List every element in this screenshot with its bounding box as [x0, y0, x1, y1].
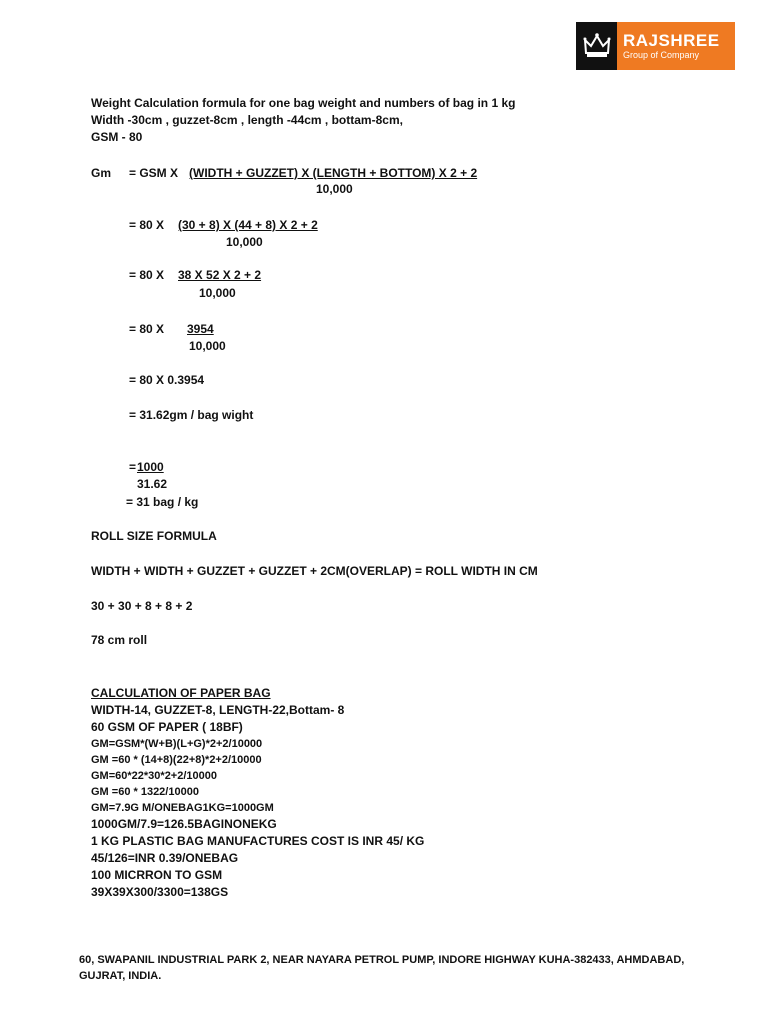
bags-denominator: 31.62: [137, 477, 168, 491]
company-logo: [576, 22, 735, 70]
formula-step4-prefix: = 80 X: [129, 322, 165, 336]
formula-step5: = 80 X 0.3954: [129, 373, 205, 387]
formula-step1-denominator: 10,000: [316, 182, 353, 196]
crown-icon: [576, 22, 617, 70]
paper-summary-line: 39X39X300/3300=138GS: [91, 885, 229, 899]
formula-step4-denominator: 10,000: [189, 339, 226, 353]
paper-summary-line: 100 MICRRON TO GSM: [91, 868, 223, 882]
bags-equals: =: [129, 460, 137, 474]
paper-summary-line: 1 KG PLASTIC BAG MANUFACTURES COST IS INR 45/ KG: [91, 834, 425, 848]
formula-step1-numerator: (WIDTH + GUZZET) X (LENGTH + BOTTOM) X 2 + 2: [189, 166, 478, 180]
paper-summary-line: 45/126=INR 0.39/ONEBAG: [91, 851, 239, 865]
formula-step1-prefix: = GSM X: [129, 166, 179, 180]
intro-title: Weight Calculation formula for one bag weight and numbers of bag in 1 kg: [91, 96, 516, 110]
formula-step4-numerator: 3954: [187, 322, 214, 336]
paper-calc-line: GM =60 * 1322/10000: [91, 786, 199, 798]
company-name: RAJSHREE: [623, 31, 720, 50]
footer-address-line1: 60, SWAPANIL INDUSTRIAL PARK 2, NEAR NAYARA PETROL PUMP, INDORE HIGHWAY KUHA-382433, AHMDABAD,: [79, 954, 685, 966]
footer-address-line2: GUJRAT, INDIA.: [79, 970, 162, 982]
paper-calc-line: GM=GSM*(W+B)(L+G)*2+2/10000: [91, 738, 263, 750]
paper-bag-dimensions: WIDTH-14, GUZZET-8, LENGTH-22,Bottam- 8: [91, 703, 345, 717]
formula-step3-denominator: 10,000: [199, 286, 236, 300]
formula-step2-prefix: = 80 X: [129, 218, 165, 232]
gm-label: Gm: [91, 166, 112, 180]
formula-step2-denominator: 10,000: [226, 235, 263, 249]
roll-size-result: 78 cm roll: [91, 633, 148, 647]
bag-weight-result: = 31.62gm / bag wight: [129, 408, 254, 422]
formula-step3-numerator: 38 X 52 X 2 + 2: [178, 268, 262, 282]
intro-gsm: GSM - 80: [91, 130, 143, 144]
bags-per-kg-result: = 31 bag / kg: [126, 495, 199, 509]
paper-bag-title: CALCULATION OF PAPER BAG: [91, 686, 271, 700]
intro-dimensions: Width -30cm , guzzet-8cm , length -44cm , bottam-8cm,: [91, 113, 403, 127]
formula-step2-numerator: (30 + 8) X (44 + 8) X 2 + 2: [178, 218, 318, 232]
roll-size-formula: WIDTH + WIDTH + GUZZET + GUZZET + 2CM(OVERLAP) = ROLL WIDTH IN CM: [91, 564, 538, 578]
bags-numerator: 1000: [137, 460, 164, 474]
paper-bag-gsm: 60 GSM OF PAPER ( 18BF): [91, 720, 243, 734]
paper-calc-line: GM=60*22*30*2+2/10000: [91, 770, 217, 782]
paper-calc-line: GM =60 * (14+8)(22+8)*2+2/10000: [91, 754, 262, 766]
roll-size-calc: 30 + 30 + 8 + 8 + 2: [91, 599, 193, 613]
formula-step3-prefix: = 80 X: [129, 268, 165, 282]
paper-calc-line: GM=7.9G M/ONEBAG1KG=1000GM: [91, 802, 274, 814]
roll-size-title: ROLL SIZE FORMULA: [91, 529, 217, 543]
company-tagline: Group of Company: [623, 50, 700, 60]
paper-summary-line: 1000GM/7.9=126.5BAGINONEKG: [91, 817, 277, 831]
